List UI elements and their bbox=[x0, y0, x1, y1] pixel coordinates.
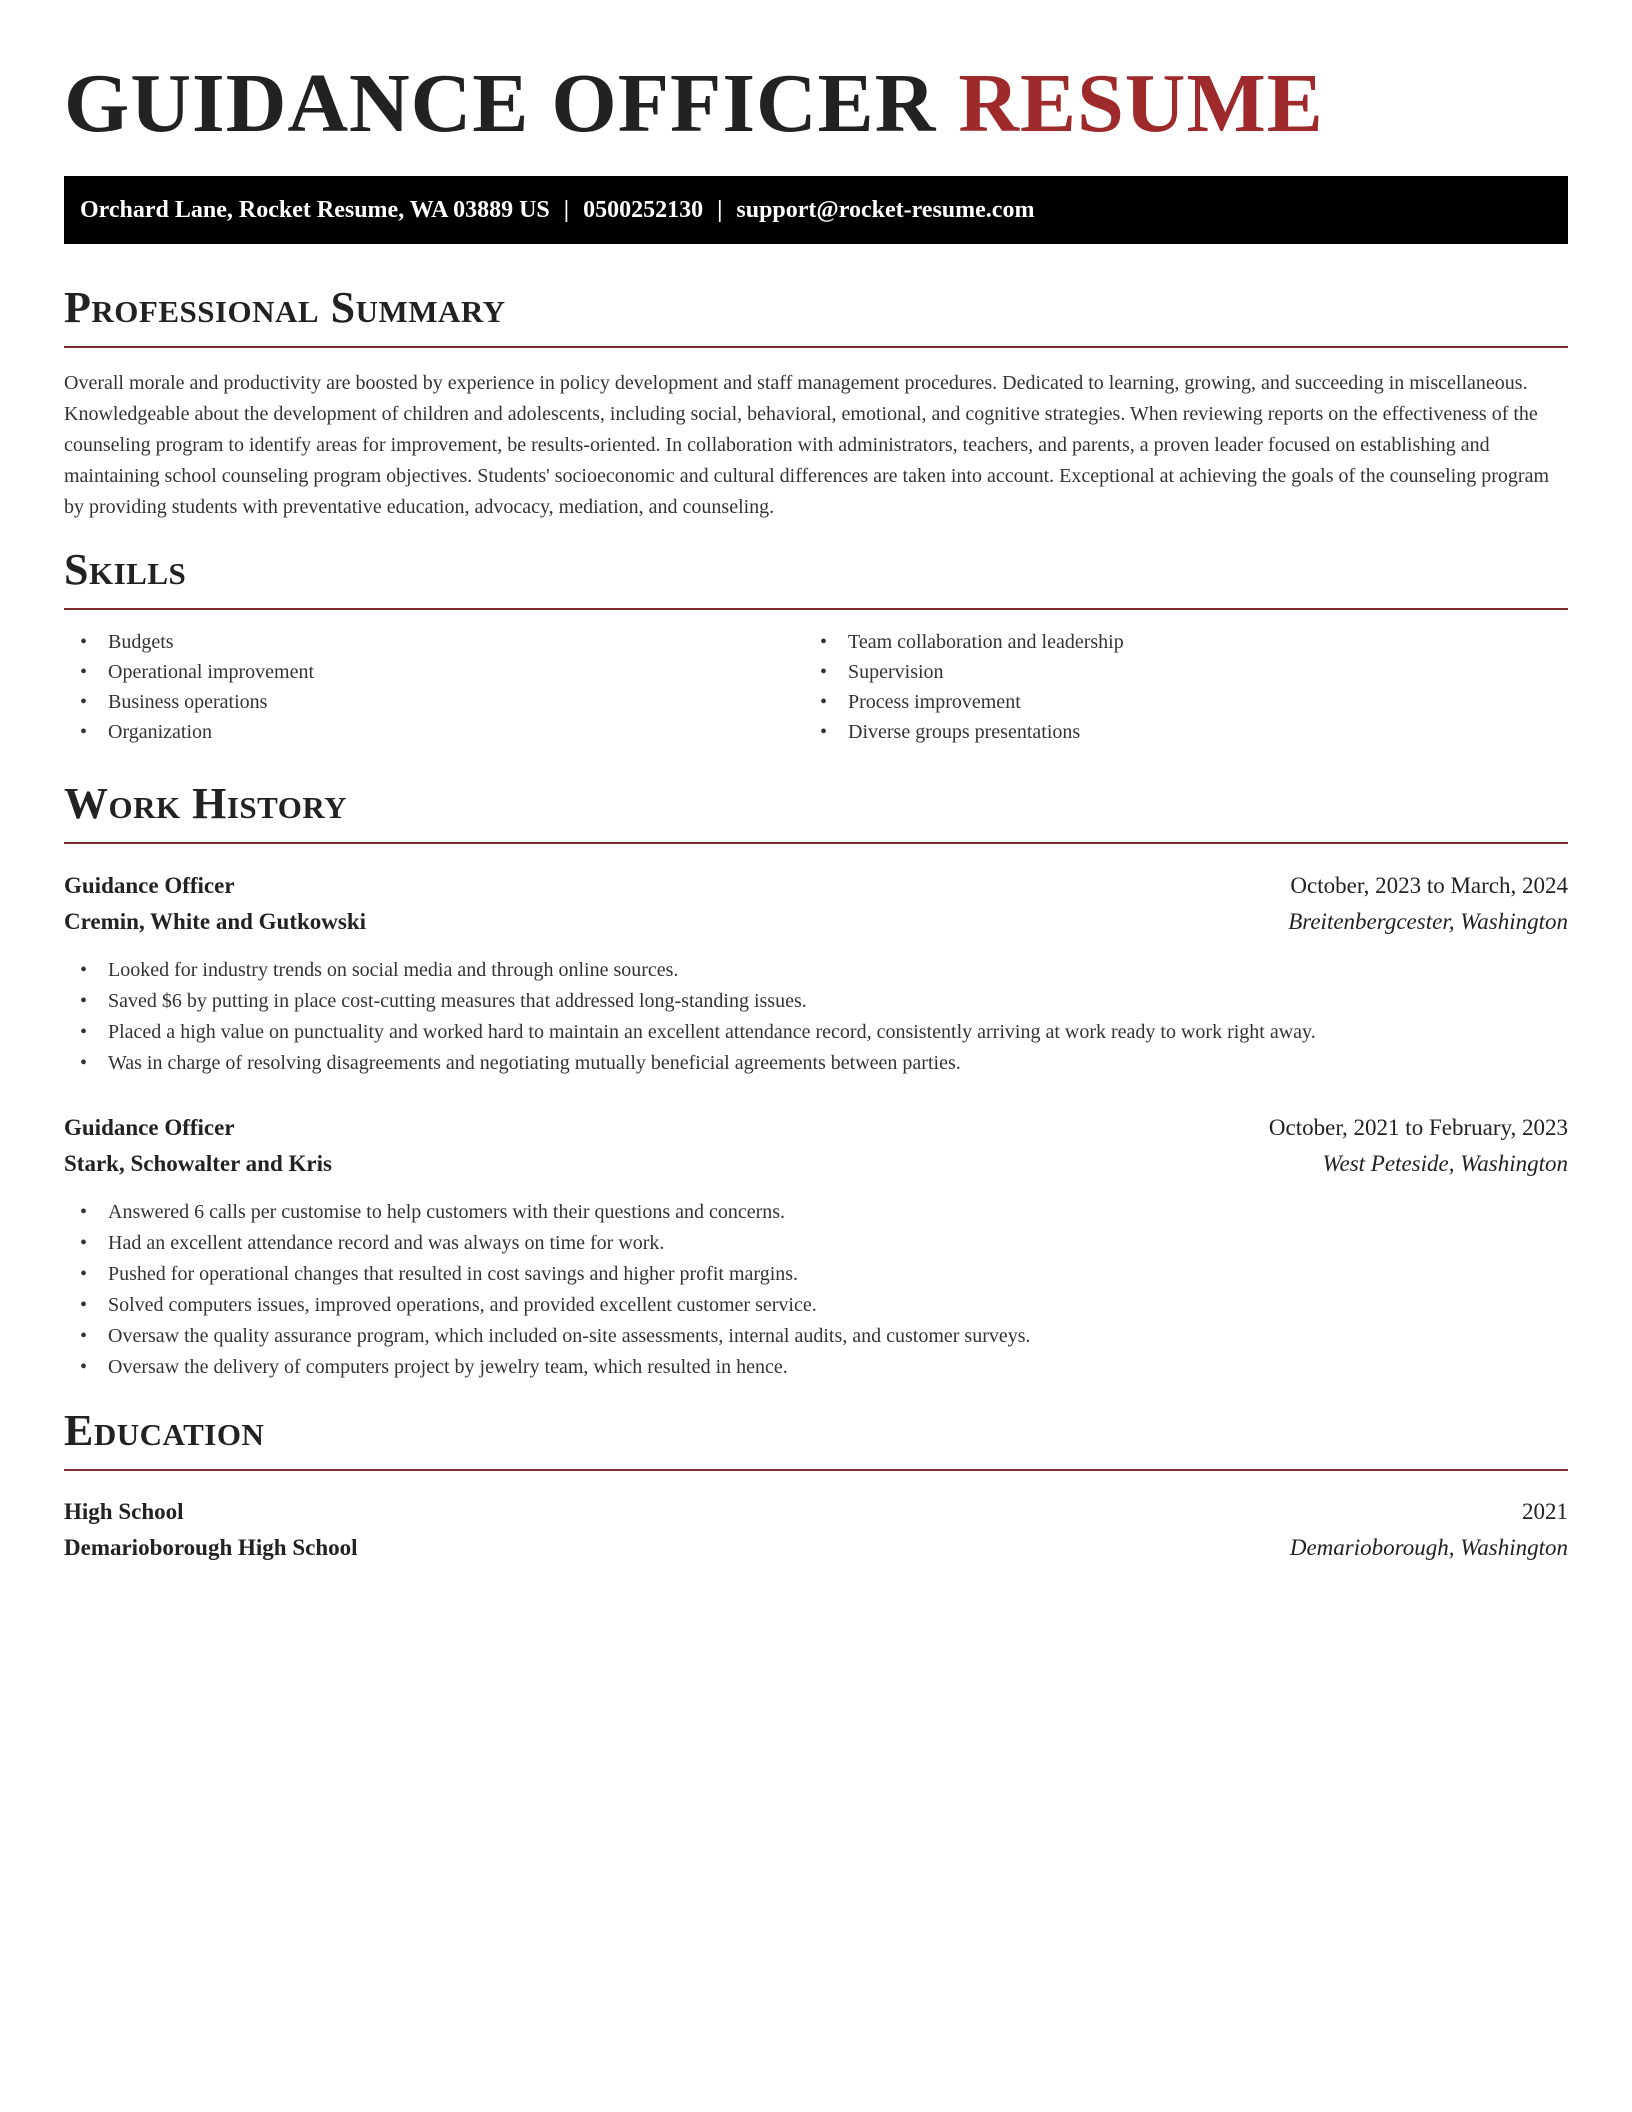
education-degree: High School bbox=[64, 1499, 184, 1524]
job-2-bullets bbox=[64, 1197, 1568, 1383]
list-item: • Saved $6 by putting in place cost-cutting measures that addressed long-standing issues. bbox=[64, 986, 1568, 1017]
title-accent: RESUME bbox=[958, 57, 1324, 150]
education-year: 2021 bbox=[1522, 1499, 1568, 1524]
education-school: Demarioborough High School bbox=[64, 1535, 358, 1560]
skill-item: • Supervision bbox=[804, 657, 1124, 687]
list-item: • Oversaw the quality assurance program, which included on-site assessments, internal audits, and customer surveys. bbox=[64, 1321, 1568, 1352]
education-heading: Education bbox=[64, 1405, 1568, 1471]
summary-text: Overall morale and productivity are boosted by experience in policy development and staff management procedures. Dedicated to learning, growing, and succeeding in miscellaneous. Knowledgeable about the development of children and adolescents, including social, behavioral, emotional, and cognitive strategies. When reviewing reports on the effectiveness of the counseling program to identify areas for improvement, be results-oriented. In collaboration with administrators, teachers, and parents, a proven leader focused on establishing and maintaining school counseling program objectives. Students' socioeconomic and cultural differences are taken into account. Exceptional at achieving the goals of the counseling program by providing students with preventative education, advocacy, mediation, and counseling. bbox=[64, 372, 1549, 518]
skills-list-left bbox=[64, 627, 314, 747]
list-item: • Looked for industry trends on social media and through online sources. bbox=[64, 955, 1568, 986]
contact-bar bbox=[64, 176, 1568, 244]
skill-item: • Team collaboration and leadership bbox=[804, 627, 1124, 657]
job-1-bullets bbox=[64, 955, 1568, 1079]
contact-phone: 0500252130 bbox=[583, 197, 704, 223]
list-item: • Pushed for operational changes that resulted in cost savings and higher profit margins. bbox=[64, 1259, 1568, 1290]
contact-email: support@rocket-resume.com bbox=[736, 197, 1035, 223]
skill-item: • Budgets bbox=[64, 627, 314, 657]
skill-item: • Diverse groups presentations bbox=[804, 717, 1124, 747]
contact-separator: | bbox=[563, 197, 570, 223]
job-dates: October, 2023 to March, 2024 bbox=[1290, 873, 1568, 898]
job-location: Breitenbergcester, Washington bbox=[1288, 909, 1568, 934]
title-main: GUIDANCE OFFICER bbox=[64, 57, 937, 150]
job-company: Cremin, White and Gutkowski bbox=[64, 909, 367, 934]
list-item: • Solved computers issues, improved operations, and provided excellent customer service. bbox=[64, 1290, 1568, 1321]
job-location: West Peteside, Washington bbox=[1322, 1151, 1568, 1176]
education-location: Demarioborough, Washington bbox=[1289, 1535, 1568, 1560]
skills-heading: Skills bbox=[64, 544, 1568, 610]
job-title: Guidance Officer bbox=[64, 873, 235, 898]
list-item: • Had an excellent attendance record and was always on time for work. bbox=[64, 1228, 1568, 1259]
skill-item: • Business operations bbox=[64, 687, 314, 717]
list-item: • Oversaw the delivery of computers project by jewelry team, which resulted in hence. bbox=[64, 1352, 1568, 1383]
work-heading: Work History bbox=[64, 778, 1568, 844]
job-title: Guidance Officer bbox=[64, 1115, 235, 1140]
job-company: Stark, Schowalter and Kris bbox=[64, 1151, 332, 1176]
skill-item: • Organization bbox=[64, 717, 314, 747]
skills-list-right bbox=[804, 627, 1124, 747]
contact-separator: | bbox=[717, 197, 723, 223]
contact-address: Orchard Lane, Rocket Resume, WA 03889 US bbox=[80, 197, 550, 223]
skill-item: • Process improvement bbox=[804, 687, 1124, 717]
list-item: • Was in charge of resolving disagreements and negotiating mutually beneficial agreements between parties. bbox=[64, 1048, 1568, 1079]
list-item: • Placed a high value on punctuality and worked hard to maintain an excellent attendance record, consistently arriving at work ready to work right away. bbox=[64, 1017, 1568, 1048]
summary-heading: Professional Summary bbox=[64, 282, 1568, 348]
resume-title bbox=[64, 56, 1324, 152]
list-item: • Answered 6 calls per customise to help customers with their questions and concerns. bbox=[64, 1197, 1568, 1228]
job-dates: October, 2021 to February, 2023 bbox=[1268, 1115, 1568, 1140]
skill-item: • Operational improvement bbox=[64, 657, 314, 687]
